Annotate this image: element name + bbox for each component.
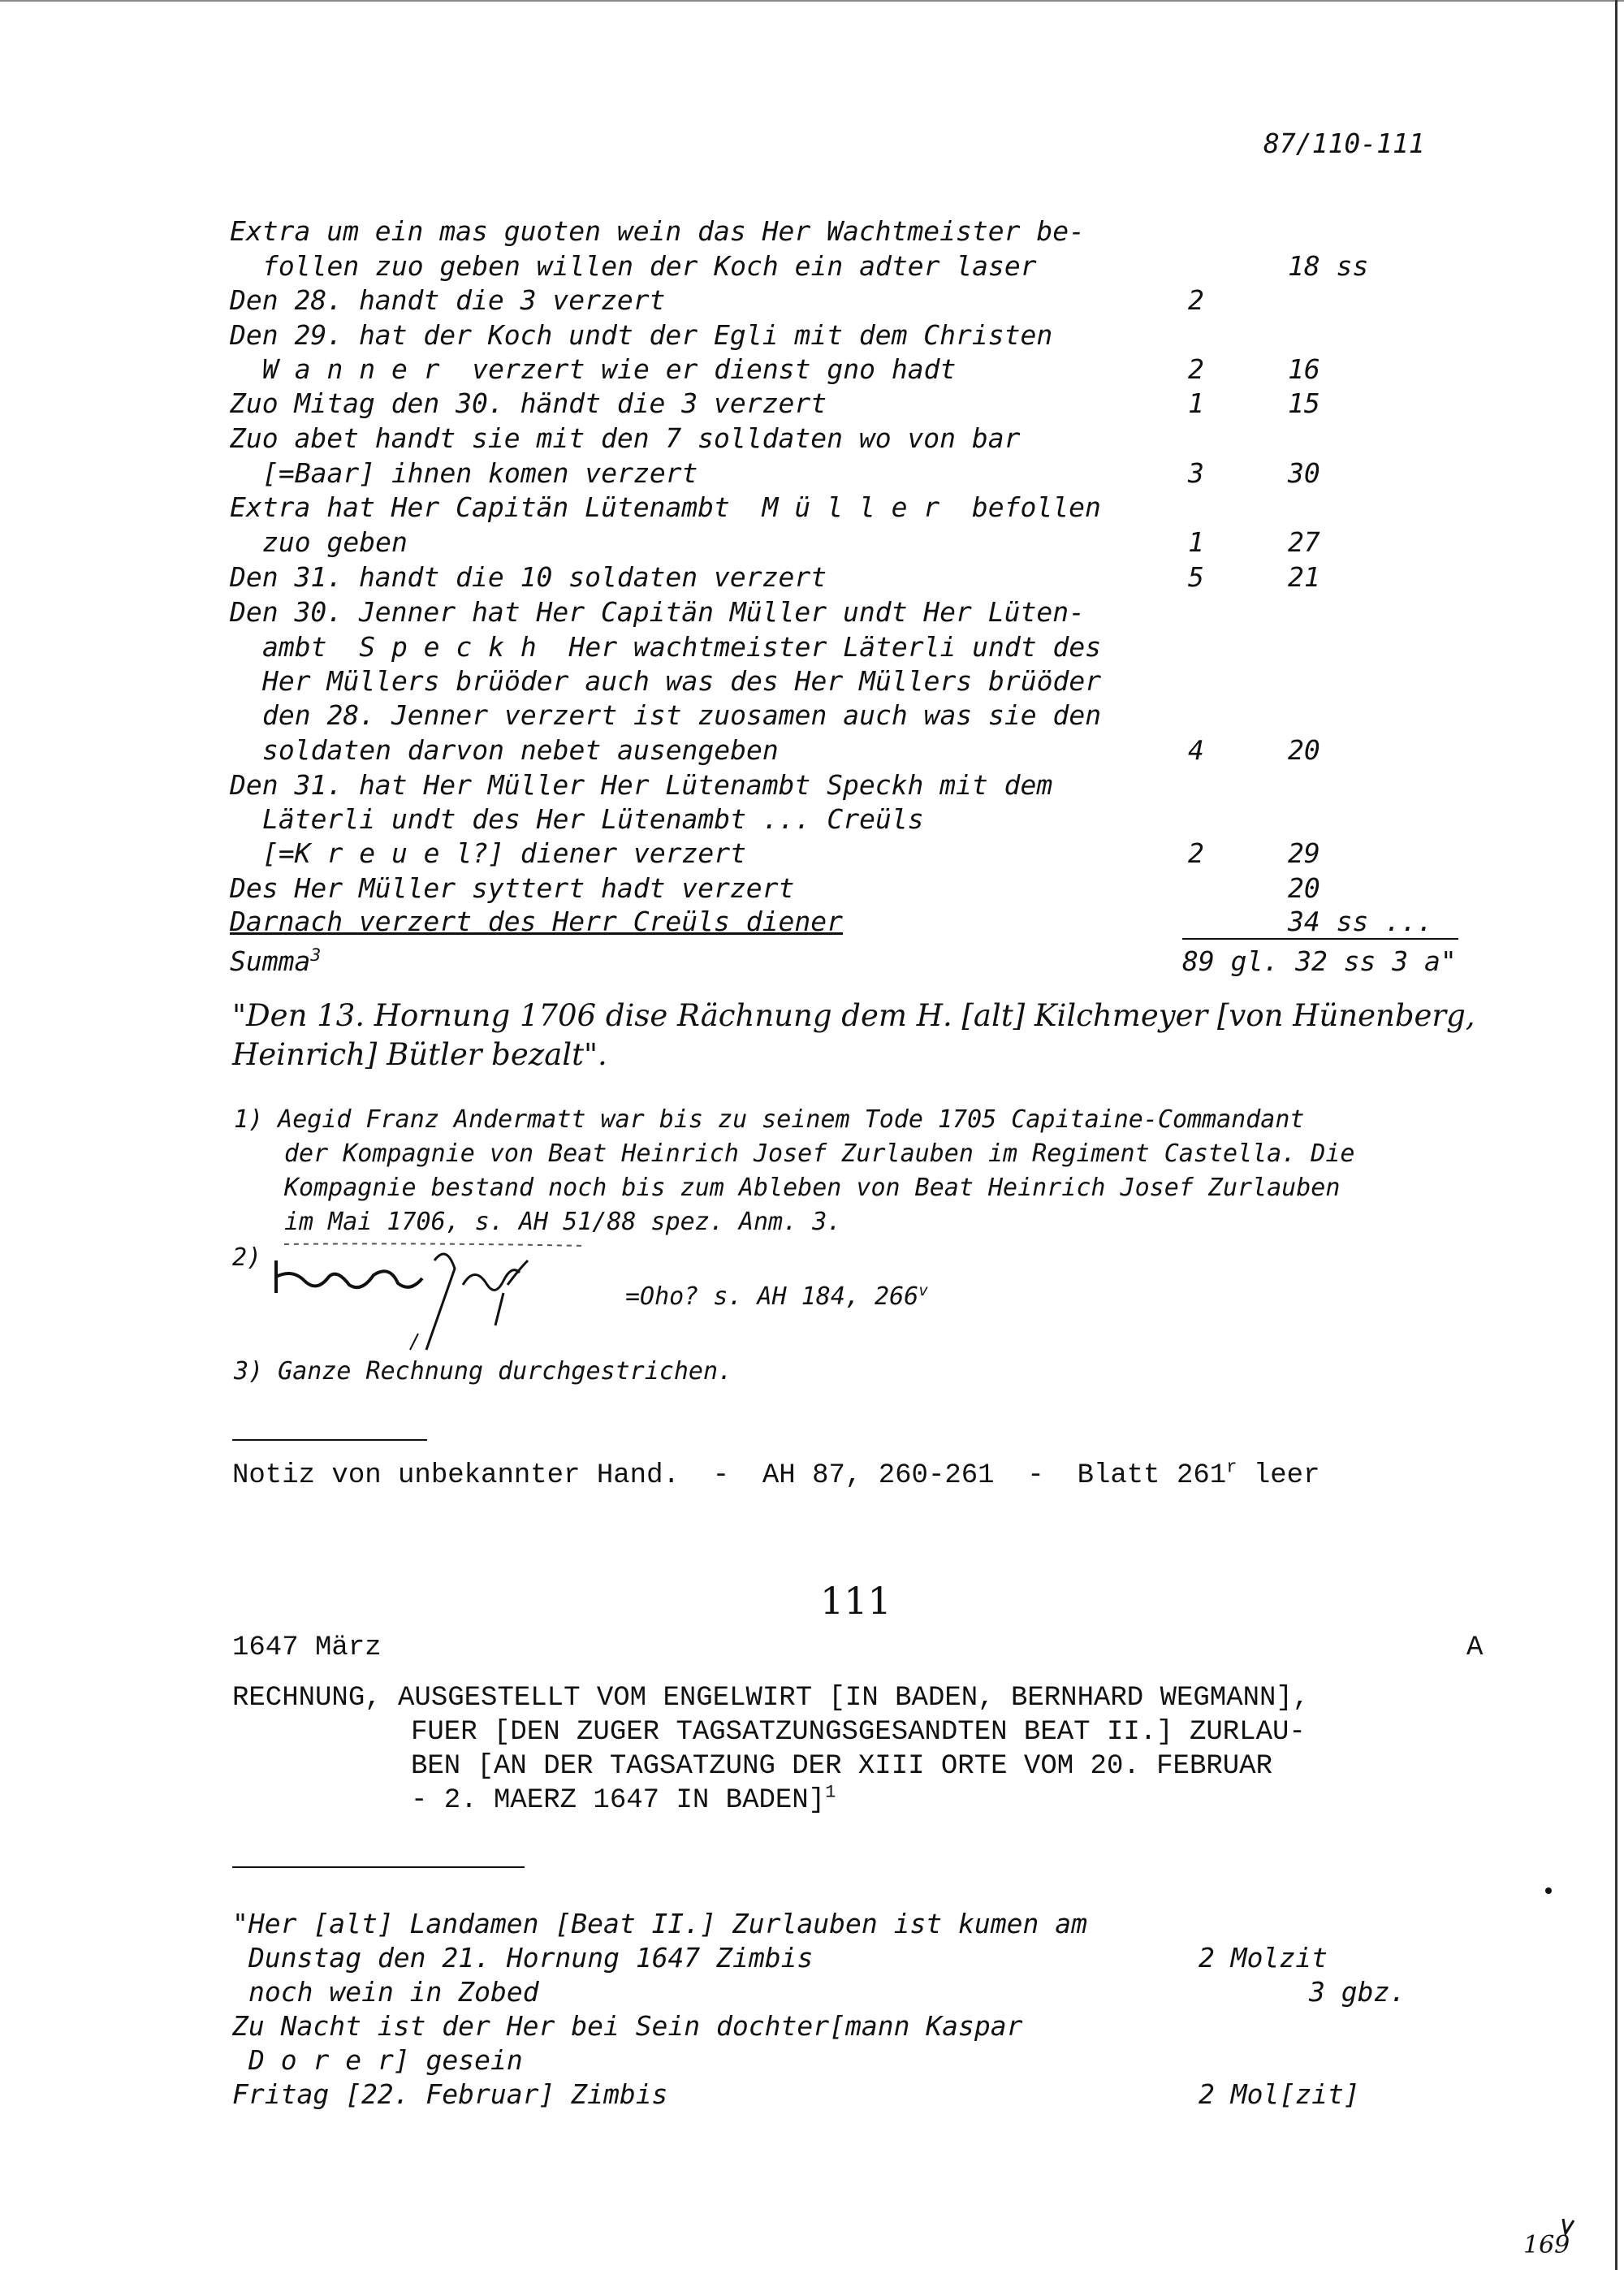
ledger-text: den 28. Jenner verzert ist zuosamen auch was sie den <box>262 699 1102 731</box>
ledger-text: [=Baar] ihnen komen verzert <box>262 457 698 489</box>
ledger-schilling: 16 <box>1288 353 1320 385</box>
ledger-text: Her Müllers brüöder auch was des Her Müllers brüöder <box>262 665 1102 697</box>
sum-rule <box>1182 938 1458 940</box>
ledger-schilling: 20 <box>1288 872 1320 904</box>
document-number: 111 <box>820 1579 892 1623</box>
corner-mark: 169 <box>1523 2231 1570 2259</box>
footnote-1-line4: im Mai 1706, s. AH 51/88 spez. Anm. 3. <box>284 1208 842 1236</box>
footnote-1-line2: der Kompagnie von Beat Heinrich Josef Zurlauben im Regiment Castella. Die <box>284 1139 1355 1168</box>
ledger-text: Den 28. handt die 3 verzert <box>230 284 666 316</box>
entry-text: Fritag [22. Februar] Zimbis <box>232 2078 668 2110</box>
ledger-gulden: 2 <box>1188 837 1204 869</box>
summa-label: Summa$^3$ <box>230 945 322 977</box>
title-line1: RECHNUNG, AUSGESTELLT VOM ENGELWIRT [IN BADEN, BERNHARD WEGMANN], <box>232 1683 1310 1714</box>
ledger-text: follen zuo geben willen der Koch ein adter laser <box>262 250 1037 282</box>
ledger-text: Den 31. hat Her Müller Her Lütenambt Speckh mit dem <box>230 769 1053 801</box>
title-line2: FUER [DEN ZUGER TAGSATZUNGSGESANDTEN BEAT II.] ZURLAU- <box>411 1717 1306 1748</box>
title-rule <box>232 1866 525 1868</box>
entry-text: D o r e r] gesein <box>248 2044 523 2076</box>
title-line4: - 2. MAERZ 1647 IN BADEN]$^1$ <box>411 1782 836 1816</box>
handwriting-sample <box>260 1236 601 1358</box>
ledger-text: Läterli undt des Her Lütenambt ... Creüls <box>262 803 924 835</box>
ledger-text: zuo geben <box>262 526 408 558</box>
footnote-1-line1: 1) Aegid Franz Andermatt war bis zu seinem Tode 1705 Capitaine-Commandant <box>234 1105 1305 1134</box>
ledger-schilling: 34 ss ... <box>1288 906 1433 937</box>
page-reference: 87/110-111 <box>1263 128 1425 159</box>
ledger-schilling: 21 <box>1288 561 1320 593</box>
scan-border-right <box>1615 0 1618 2270</box>
separator-rule <box>232 1439 427 1441</box>
ledger-text: W a n n e r verzert wie er dienst gno hadt <box>262 353 957 385</box>
entry-text: Dunstag den 21. Hornung 1647 Zimbis <box>248 1942 814 1974</box>
footnote-2-label: 2) <box>232 1243 262 1272</box>
summa-total: 89 gl. 32 ss 3 a" <box>1182 945 1457 977</box>
ledger-schilling: 30 <box>1288 457 1320 489</box>
ledger-schilling: 27 <box>1288 526 1320 558</box>
ledger-schilling: 20 <box>1288 734 1320 766</box>
entry-amount: 2 Molzit <box>1199 1942 1328 1974</box>
ledger-text: Den 29. hat der Koch undt der Egli mit dem Christen <box>230 319 1053 351</box>
footnote-1-line3: Kompagnie bestand noch bis zum Ableben von Beat Heinrich Josef Zurlauben <box>284 1174 1341 1202</box>
ledger-text: Darnach verzert des Herr Creüls diener <box>230 906 843 937</box>
ledger-gulden: 1 <box>1188 387 1204 419</box>
title-line3: BEN [AN DER TAGSATZUNG DER XIII ORTE VOM 20. FEBRUAR <box>411 1751 1272 1782</box>
ledger-schilling: 15 <box>1288 387 1320 419</box>
ledger-text: soldaten darvon nebet ausengeben <box>262 734 779 766</box>
ledger-schilling: 18 ss <box>1288 250 1369 282</box>
footnote-2-text: =Oho? s. AH 184, 266$^v$ <box>625 1281 928 1311</box>
ledger-text: Zuo Mitag den 30. händt die 3 verzert <box>230 387 827 419</box>
stray-dot <box>1545 1887 1552 1894</box>
ledger-text: Den 31. handt die 10 soldaten verzert <box>230 561 827 593</box>
document-date: 1647 März <box>232 1632 382 1663</box>
ledger-schilling: 29 <box>1288 837 1320 869</box>
handwritten-note-line2: Heinrich] Bütler bezalt". <box>232 1037 607 1072</box>
ledger-text: Zuo abet handt sie mit den 7 solldaten wo von bar <box>230 422 1021 454</box>
handwritten-note-line1: "Den 13. Hornung 1706 dise Rächnung dem H. [alt] Kilchmeyer [von Hünenberg, <box>232 998 1475 1033</box>
entry-text: Zu Nacht ist der Her bei Sein dochter[mann Kaspar <box>232 2010 1023 2042</box>
entry-text: noch wein in Zobed <box>248 1976 539 2008</box>
ledger-gulden: 2 <box>1188 284 1204 316</box>
ledger-text: Extra hat Her Capitän Lütenambt M ü l l e r befollen <box>230 491 1101 523</box>
entry-text: "Her [alt] Landamen [Beat II.] Zurlauben ist kumen am <box>232 1908 1087 1939</box>
footnote-3: 3) Ganze Rechnung durchgestrichen. <box>234 1357 733 1386</box>
ledger-text: Des Her Müller syttert hadt verzert <box>230 872 795 904</box>
scan-border-top <box>0 0 1624 2</box>
note-line: Notiz von unbekannter Hand. - AH 87, 260-261 - Blatt 261$^r$ leer <box>232 1457 1320 1491</box>
ledger-gulden: 3 <box>1188 457 1204 489</box>
ledger-gulden: 2 <box>1188 353 1204 385</box>
ledger-gulden: 5 <box>1188 561 1204 593</box>
ledger-text: [=K r e u e l?] diener verzert <box>262 837 747 869</box>
entry-amount: 3 gbz. <box>1309 1976 1406 2008</box>
document-letter: A <box>1466 1632 1484 1663</box>
ledger-text: Den 30. Jenner hat Her Capitän Müller undt Her Lüten- <box>230 596 1085 628</box>
ledger-gulden: 4 <box>1188 734 1204 766</box>
ledger-gulden: 1 <box>1188 526 1204 558</box>
entry-amount: 2 Mol[zit] <box>1199 2078 1360 2110</box>
ledger-text: ambt S p e c k h Her wachtmeister Läterli undt des <box>262 631 1102 663</box>
ledger-text: Extra um ein mas guoten wein das Her Wachtmeister be- <box>230 215 1085 247</box>
